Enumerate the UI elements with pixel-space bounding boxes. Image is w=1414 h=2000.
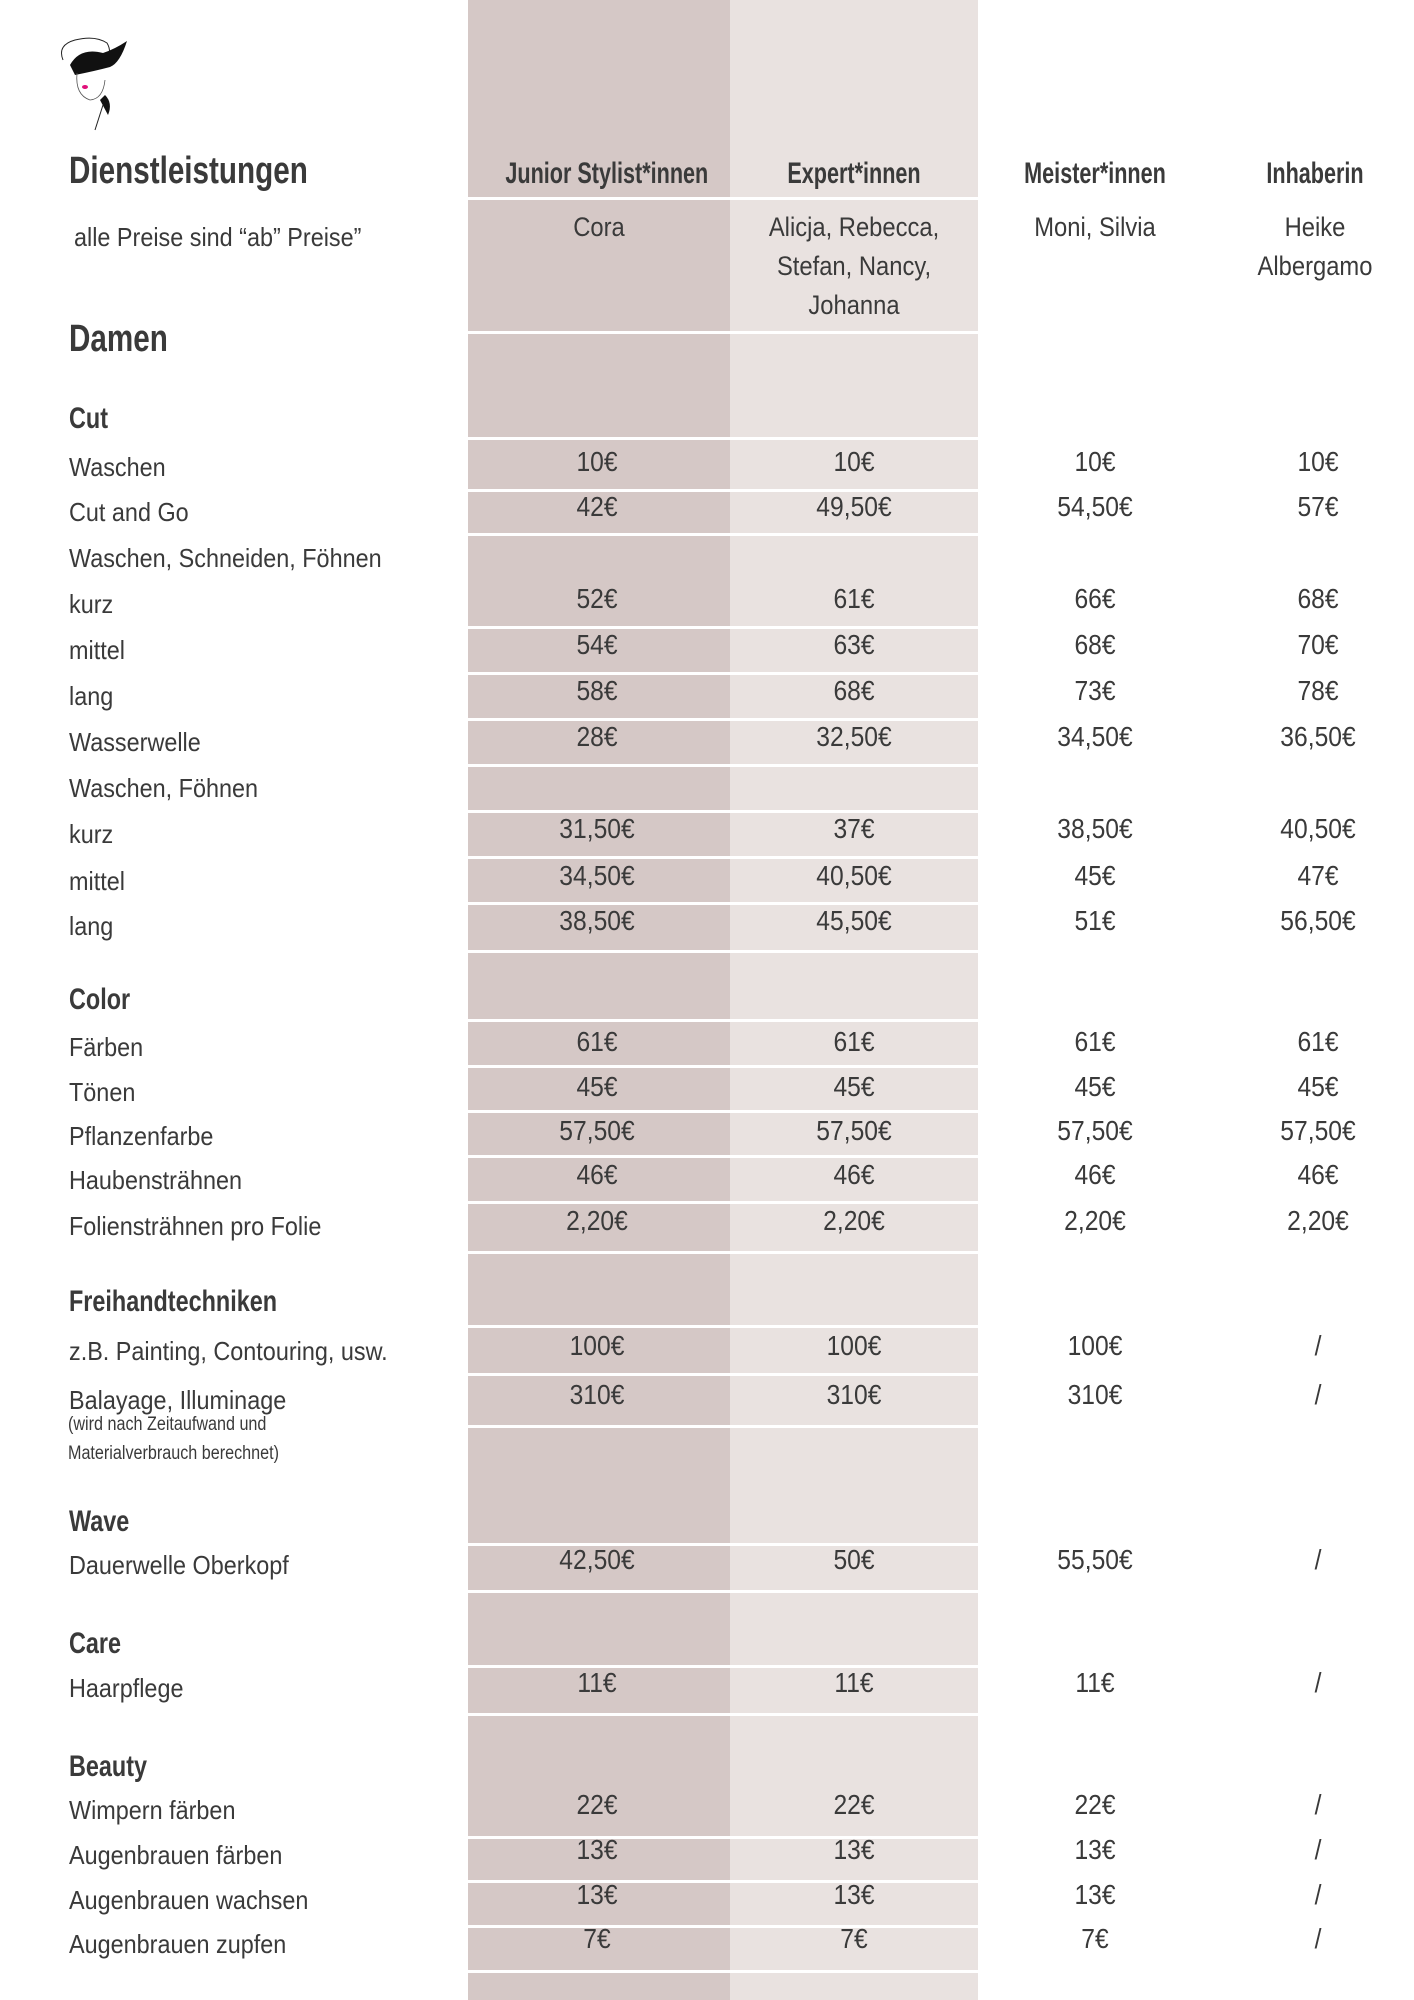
- price-cell: /: [1314, 1544, 1322, 1575]
- price-cell: 55,50€: [1057, 1544, 1133, 1575]
- service-label: kurz: [69, 819, 114, 849]
- divider: [468, 1155, 978, 1158]
- price-cell: 7€: [1081, 1923, 1109, 1954]
- price-cell: 57,50€: [816, 1115, 892, 1146]
- section-freihand: Freihandtechniken: [69, 1285, 278, 1318]
- price-cell: 2,20€: [566, 1205, 628, 1236]
- price-cell: 46€: [576, 1159, 618, 1190]
- column-header-owner: Inhaberin: [1266, 157, 1364, 190]
- price-cell: 10€: [576, 446, 618, 477]
- price-cell: 46€: [1297, 1159, 1339, 1190]
- price-cell: 68€: [833, 675, 875, 706]
- price-cell: /: [1314, 1834, 1322, 1865]
- price-cell: 42€: [576, 491, 618, 522]
- service-label: Augenbrauen wachsen: [69, 1885, 309, 1915]
- price-cell: 42,50€: [559, 1544, 635, 1575]
- price-cell: 38,50€: [1057, 813, 1133, 844]
- price-cell: 61€: [576, 1026, 618, 1057]
- price-cell: 57,50€: [1057, 1115, 1133, 1146]
- price-cell: 46€: [833, 1159, 875, 1190]
- section-color: Color: [69, 983, 131, 1016]
- price-cell: 310€: [569, 1379, 625, 1410]
- expert-names-2: Stefan, Nancy,: [776, 251, 932, 281]
- price-cell: 45€: [833, 1071, 875, 1102]
- service-label: Tönen: [69, 1077, 136, 1107]
- meister-names: Moni, Silvia: [1034, 212, 1156, 242]
- service-label: Balayage, Illuminage: [69, 1385, 287, 1415]
- price-cell: 78€: [1297, 675, 1339, 706]
- column-header-expert: Expert*innen: [787, 157, 921, 190]
- price-cell: 68€: [1297, 583, 1339, 614]
- price-cell: 10€: [1297, 446, 1339, 477]
- column-header-meister: Meister*innen: [1024, 157, 1166, 190]
- section-cut: Cut: [69, 402, 108, 435]
- price-cell: 46€: [1074, 1159, 1116, 1190]
- price-cell: 45€: [1297, 1071, 1339, 1102]
- logo-icon: [55, 35, 135, 135]
- price-cell: 58€: [576, 675, 618, 706]
- price-cell: 310€: [826, 1379, 882, 1410]
- price-cell: 45€: [576, 1071, 618, 1102]
- price-cell: 63€: [833, 629, 875, 660]
- price-cell: 13€: [1074, 1834, 1116, 1865]
- service-label: lang: [69, 911, 114, 941]
- price-cell: 47€: [1297, 860, 1339, 891]
- service-label: Wasserwelle: [69, 727, 201, 757]
- divider: [468, 1713, 978, 1716]
- price-cell: 50€: [833, 1544, 875, 1575]
- price-cell: 38,50€: [559, 905, 635, 936]
- price-cell: 11€: [1075, 1667, 1115, 1698]
- price-cell: 51€: [1074, 905, 1116, 936]
- price-cell: 57€: [1297, 491, 1339, 522]
- divider: [468, 1065, 978, 1068]
- owner-names-1: Heike: [1284, 212, 1346, 242]
- price-cell: 7€: [840, 1923, 868, 1954]
- price-cell: 22€: [1074, 1789, 1116, 1820]
- price-cell: 61€: [1074, 1026, 1116, 1057]
- price-cell: 61€: [833, 583, 875, 614]
- price-cell: 34,50€: [1057, 721, 1133, 752]
- divider: [468, 1325, 978, 1328]
- divider: [468, 1590, 978, 1593]
- price-cell: 52€: [576, 583, 618, 614]
- price-cell: 45,50€: [816, 905, 892, 936]
- divider: [468, 1019, 978, 1022]
- divider: [468, 533, 978, 536]
- service-label: mittel: [69, 635, 125, 665]
- service-label: mittel: [69, 866, 125, 896]
- section-beauty: Beauty: [69, 1750, 148, 1783]
- price-cell: /: [1314, 1330, 1322, 1361]
- price-cell: 2,20€: [1064, 1205, 1126, 1236]
- price-cell: 22€: [576, 1789, 618, 1820]
- price-cell: 34,50€: [559, 860, 635, 891]
- price-cell: /: [1314, 1879, 1322, 1910]
- junior-names: Cora: [573, 212, 625, 242]
- price-cell: 68€: [1074, 629, 1116, 660]
- service-label: Pflanzenfarbe: [69, 1121, 214, 1151]
- price-cell: 73€: [1074, 675, 1116, 706]
- price-cell: 100€: [1067, 1330, 1123, 1361]
- service-label: kurz: [69, 589, 114, 619]
- price-cell: 2,20€: [1287, 1205, 1349, 1236]
- service-label: Haubensträhnen: [69, 1165, 243, 1195]
- service-label: lang: [69, 681, 114, 711]
- service-label: z.B. Painting, Contouring, usw.: [69, 1336, 388, 1366]
- divider: [468, 197, 978, 200]
- price-cell: 7€: [583, 1923, 611, 1954]
- price-cell: 40,50€: [816, 860, 892, 891]
- divider: [468, 1373, 978, 1376]
- price-cell: 13€: [833, 1834, 875, 1865]
- price-cell: /: [1314, 1923, 1322, 1954]
- price-note: alle Preise sind “ab” Preise”: [74, 222, 362, 252]
- price-cell: 40,50€: [1280, 813, 1356, 844]
- service-label: Wimpern färben: [69, 1795, 236, 1825]
- price-cell: /: [1314, 1667, 1322, 1698]
- balayage-note-1: (wird nach Zeitaufwand und: [68, 1414, 267, 1435]
- expert-names-3: Johanna: [808, 290, 900, 320]
- category-heading: Damen: [69, 318, 168, 360]
- service-label: Waschen: [69, 452, 166, 482]
- divider: [468, 764, 978, 767]
- price-cell: 100€: [569, 1330, 625, 1361]
- divider: [468, 1251, 978, 1254]
- price-cell: 61€: [833, 1026, 875, 1057]
- price-cell: 10€: [1074, 446, 1116, 477]
- price-cell: 11€: [834, 1667, 874, 1698]
- service-label: Waschen, Schneiden, Föhnen: [69, 543, 382, 573]
- price-cell: 13€: [1074, 1879, 1116, 1910]
- price-cell: 31,50€: [559, 813, 635, 844]
- price-cell: 56,50€: [1280, 905, 1356, 936]
- divider: [468, 1201, 978, 1204]
- divider: [468, 856, 978, 859]
- price-cell: 11€: [577, 1667, 617, 1698]
- price-cell: 22€: [833, 1789, 875, 1820]
- divider: [468, 331, 978, 334]
- price-cell: 66€: [1074, 583, 1116, 614]
- price-cell: 49,50€: [816, 491, 892, 522]
- price-cell: 28€: [576, 721, 618, 752]
- price-cell: 45€: [1074, 1071, 1116, 1102]
- service-label: Färben: [69, 1032, 144, 1062]
- price-cell: 45€: [1074, 860, 1116, 891]
- junior-column-bg: [468, 0, 730, 2000]
- price-cell: 13€: [576, 1879, 618, 1910]
- price-cell: 37€: [833, 813, 875, 844]
- divider: [468, 1110, 978, 1113]
- price-cell: 61€: [1297, 1026, 1339, 1057]
- page-title: Dienstleistungen: [69, 150, 308, 192]
- price-cell: 310€: [1067, 1379, 1123, 1410]
- divider: [468, 1970, 978, 1973]
- service-label: Haarpflege: [69, 1673, 184, 1703]
- price-cell: 54,50€: [1057, 491, 1133, 522]
- divider: [468, 1425, 978, 1428]
- price-cell: 36,50€: [1280, 721, 1356, 752]
- column-header-junior: Junior Stylist*innen: [505, 157, 709, 190]
- service-label: Cut and Go: [69, 497, 189, 527]
- price-cell: 13€: [833, 1879, 875, 1910]
- divider: [468, 950, 978, 953]
- price-cell: 13€: [576, 1834, 618, 1865]
- service-label: Dauerwelle Oberkopf: [69, 1550, 289, 1580]
- price-cell: 32,50€: [816, 721, 892, 752]
- service-label: Foliensträhnen pro Folie: [69, 1211, 322, 1241]
- price-cell: 54€: [576, 629, 618, 660]
- service-label: Waschen, Föhnen: [69, 773, 259, 803]
- price-cell: 2,20€: [823, 1205, 885, 1236]
- price-cell: 100€: [826, 1330, 882, 1361]
- price-cell: /: [1314, 1379, 1322, 1410]
- expert-names-1: Alicja, Rebecca,: [768, 212, 940, 242]
- section-wave: Wave: [69, 1505, 130, 1538]
- balayage-note-2: Materialverbrauch berechnet): [68, 1443, 279, 1464]
- price-cell: /: [1314, 1789, 1322, 1820]
- owner-names-2: Albergamo: [1257, 251, 1373, 281]
- service-label: Augenbrauen zupfen: [69, 1929, 287, 1959]
- price-cell: 70€: [1297, 629, 1339, 660]
- price-cell: 57,50€: [559, 1115, 635, 1146]
- divider: [468, 437, 978, 440]
- price-cell: 57,50€: [1280, 1115, 1356, 1146]
- section-care: Care: [69, 1627, 122, 1660]
- service-label: Augenbrauen färben: [69, 1840, 283, 1870]
- price-cell: 10€: [833, 446, 875, 477]
